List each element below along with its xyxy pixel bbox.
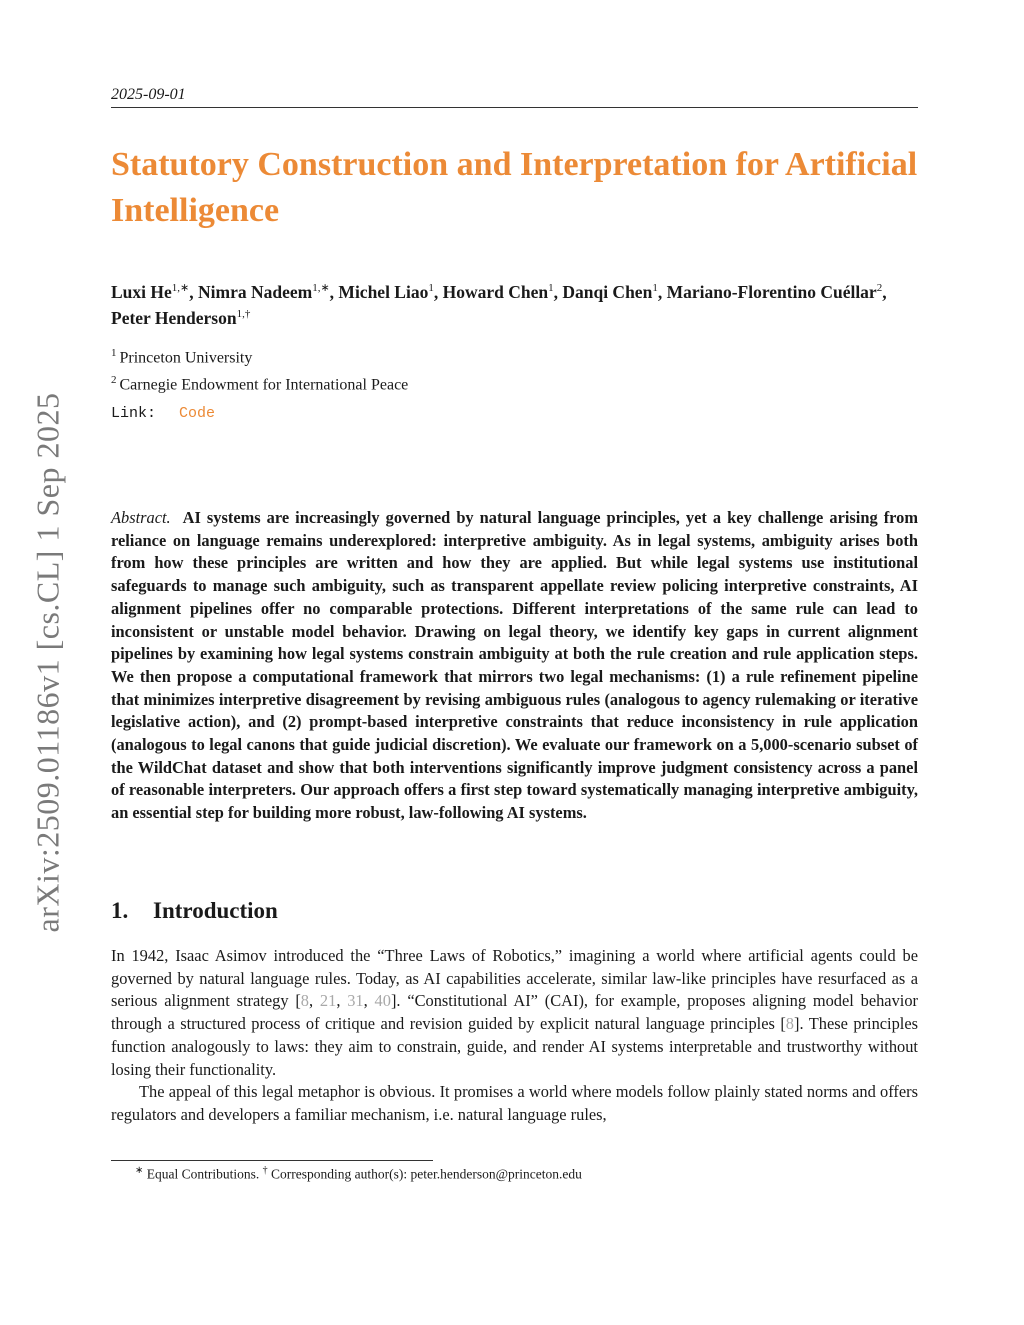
citation-link[interactable]: 8 (300, 991, 309, 1011)
citation-link[interactable]: 31 (347, 991, 364, 1011)
author: Peter Henderson$^{1,\dagger}$ (111, 307, 251, 328)
paragraph: In 1942, Isaac Asimov introduced the “Three Laws of Robotics,” imagining a world where artificial agents could be governed by natural language rules. Today, as AI capabilities accelerate, similar law-like principles have resurfaced as a serious alignment strategy [8, 21, 31, 40]. “Constitutional AI” (CAI), for example, proposes aligning model behavior through a structured process of critique and revision guided by explicit natural language principles [8]. These principles function analogously to laws: they aim to constrain, guide, and render AI systems interpretable and trustworthy without losing their functionality. (111, 946, 918, 1079)
paper-title: Statutory Construction and Interpretation for Artificial Intelligence (111, 146, 918, 229)
section-title: Introduction (153, 898, 278, 923)
link-label: Link: (111, 405, 157, 422)
paragraph: The appeal of this legal metaphor is obvious. It promises a world where models follow plainly stated norms and offers regulators and developers a familiar mechanism, i.e. natural language rules, (111, 1082, 918, 1124)
footnote-rule (111, 1160, 433, 1161)
publication-date: 2025-09-01 (111, 86, 918, 108)
section-number: 1. (111, 898, 129, 923)
affiliation-list (111, 342, 918, 397)
abstract (111, 507, 918, 825)
author: Nimra Nadeem$^{1,∗}$ (198, 281, 330, 302)
author: Luxi $He^{1,∗}$ (111, 281, 190, 302)
citation-link[interactable]: 8 (785, 1014, 794, 1034)
arxiv-identifier-text: arXiv:2509.01186v1 [cs.CL] 1 Sep 2025 (29, 392, 66, 933)
author: Danqi Chen$^1$ (562, 281, 658, 302)
author: Michel Liao$^1$ (338, 281, 434, 302)
intro-body (111, 945, 918, 1127)
affiliation: $^1$ Princeton University (111, 347, 253, 367)
section-heading (111, 898, 278, 924)
abstract-label: Abstract. (111, 508, 171, 527)
code-link[interactable]: Code (179, 405, 216, 422)
citation-link[interactable]: 40 (374, 991, 391, 1011)
affiliation: $^2$ Carnegie Endowment for International Peace (111, 374, 409, 394)
arxiv-identifier (28, 380, 68, 945)
citation-link[interactable]: 21 (319, 991, 337, 1011)
link-row (111, 405, 215, 422)
abstract-text: AI systems are increasingly governed by natural language principles, yet a key challenge arising from reliance on language remains underexplored: interpretive ambiguity. As in legal systems, ambiguity arises both from how these principles are written and how they are applied. But while legal systems use institutional safeguards to manage such ambiguity, such as transparent appellate review policing interpretive constraints, AI alignment pipelines offer no comparable protections. Different interpretations of the same rule can lead to inconsistent or unstable model behavior. Drawing on legal theory, we identify key gaps in current alignment pipelines by examining how legal systems constrain ambiguity at both the rule creation and rule application steps. We then propose a computational framework that mirrors two legal mechanisms: (1) a rule refinement pipeline that minimizes interpretive disagreement by revising ambiguous rules (analogous to agency rulemaking or iterative legislative action), and (2) prompt-based interpretive constraints that reduce inconsistency in rule application (analogous to legal canons that guide judicial discretion). We evaluate our framework on a 5,000-scenario subset of the WildChat dataset and show that both interventions significantly improve judgment consistency across a panel of reasonable interpreters. Our approach offers a first step toward systematically managing interpretive ambiguity, an essential step for building more robust, law-following AI systems. (111, 508, 918, 823)
author: Howard Chen$^1$ (442, 281, 554, 302)
author-list: Luxi $He^{1,∗}$, Nimra Nadeem$^{1,∗}$, Michel Liao$^1$, Howard Chen$^1$, Danqi Chen$^1$, Mariano-Florentino Cuéllar$^2$, Peter Henderson$^{1,\dagger}$ (111, 281, 887, 328)
author: Mariano-Florentino Cuéllar$^2$ (666, 281, 883, 302)
footnote: ∗ Equal Contributions. † Corresponding author(s): peter.henderson@princeton.edu (135, 1165, 582, 1182)
